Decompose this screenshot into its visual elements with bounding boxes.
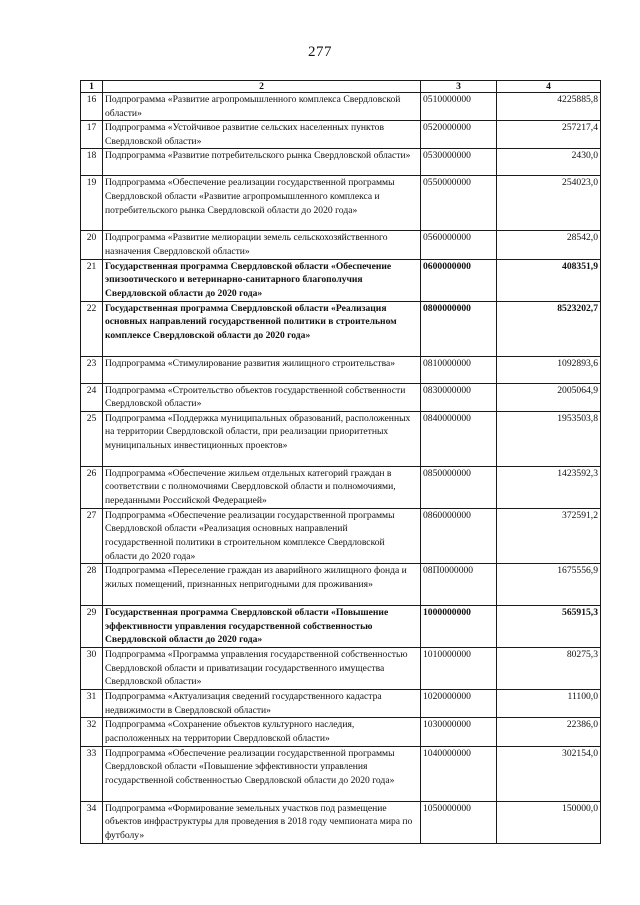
table-body — [81, 93, 601, 844]
table-row — [81, 718, 601, 746]
table-row — [81, 746, 601, 801]
table-row — [81, 606, 601, 648]
row-name: Подпрограмма «Формирование земельных участков под размещение объектов инфраструктуры для проведения в 2018 году чемпионата мира по футболу» — [103, 801, 421, 843]
row-amount: 2430,0 — [497, 149, 601, 176]
row-name: Подпрограмма «Обеспечение жильем отдельных категорий граждан в соответствии с полномочиями Свердловской области и полномочиями, переданными Российской Федерацией» — [103, 466, 421, 508]
row-code: 0530000000 — [421, 149, 497, 176]
row-amount: 150000,0 — [497, 801, 601, 843]
row-name: Подпрограмма «Развитие агропромышленного комплекса Свердловской области» — [103, 93, 421, 121]
row-name: Подпрограмма «Развитие мелиорации земель сельскохозяйственного назначения Свердловской области» — [103, 231, 421, 259]
row-name: Подпрограмма «Поддержка муниципальных образований, расположенных на территории Свердловской области, при реализации приоритетных муниципальных инвестиционных проектов» — [103, 411, 421, 466]
row-number: 27 — [81, 508, 103, 563]
table-row — [81, 508, 601, 563]
row-name: Подпрограмма «Строительство объектов государственной собственности Свердловской области» — [103, 383, 421, 411]
table-row — [81, 383, 601, 411]
row-code: 1040000000 — [421, 746, 497, 801]
row-number: 19 — [81, 176, 103, 231]
row-code: 1010000000 — [421, 648, 497, 690]
row-code: 0840000000 — [421, 411, 497, 466]
row-amount: 28542,0 — [497, 231, 601, 259]
row-code: 08П0000000 — [421, 564, 497, 606]
row-number: 25 — [81, 411, 103, 466]
row-number: 17 — [81, 121, 103, 149]
row-name: Государственная программа Свердловской области «Реализация основных направлений государственной политики в строительном комплексе Свердловской области до 2020 года» — [103, 301, 421, 356]
column-header-4: 4 — [497, 81, 601, 93]
row-amount: 2005064,9 — [497, 383, 601, 411]
row-number: 23 — [81, 356, 103, 383]
row-code: 1050000000 — [421, 801, 497, 843]
row-amount: 257217,4 — [497, 121, 601, 149]
row-amount: 22386,0 — [497, 718, 601, 746]
row-amount: 408351,9 — [497, 259, 601, 301]
row-amount: 80275,3 — [497, 648, 601, 690]
row-amount: 4225885,8 — [497, 93, 601, 121]
table-row — [81, 93, 601, 121]
row-number: 24 — [81, 383, 103, 411]
row-name: Подпрограмма «Актуализация сведений государственного кадастра недвижимости в Свердловской области» — [103, 690, 421, 718]
row-name: Подпрограмма «Сохранение объектов культурного наследия, расположенных на территории Свердловской области» — [103, 718, 421, 746]
row-number: 18 — [81, 149, 103, 176]
row-amount: 254023,0 — [497, 176, 601, 231]
row-amount: 565915,3 — [497, 606, 601, 648]
table-row — [81, 231, 601, 259]
row-number: 31 — [81, 690, 103, 718]
row-name: Подпрограмма «Обеспечение реализации государственной программы Свердловской области «Повышение эффективности управления государственной собственностью Свердловской области до 2020 года» — [103, 746, 421, 801]
table-row — [81, 466, 601, 508]
row-amount: 1423592,3 — [497, 466, 601, 508]
row-name: Государственная программа Свердловской области «Обеспечение эпизоотического и ветеринарно-санитарного благополучия Свердловской области до 2020 года» — [103, 259, 421, 301]
table-row — [81, 301, 601, 356]
row-name: Подпрограмма «Обеспечение реализации государственной программы Свердловской области «Развитие агропромышленного комплекса и потребительского рынка Свердловской области до 2020 года» — [103, 176, 421, 231]
row-name: Подпрограмма «Стимулирование развития жилищного строительства» — [103, 356, 421, 383]
table-row — [81, 801, 601, 843]
table-row — [81, 121, 601, 149]
row-name: Подпрограмма «Устойчивое развитие сельских населенных пунктов Свердловской области» — [103, 121, 421, 149]
table-row — [81, 259, 601, 301]
row-number: 28 — [81, 564, 103, 606]
row-number: 33 — [81, 746, 103, 801]
column-header-2: 2 — [103, 81, 421, 93]
row-code: 0520000000 — [421, 121, 497, 149]
row-amount: 372591,2 — [497, 508, 601, 563]
row-number: 34 — [81, 801, 103, 843]
row-code: 0560000000 — [421, 231, 497, 259]
table-header-row — [81, 81, 601, 93]
table-row — [81, 411, 601, 466]
row-amount: 302154,0 — [497, 746, 601, 801]
table-row — [81, 564, 601, 606]
budget-table — [80, 80, 601, 844]
row-code: 0600000000 — [421, 259, 497, 301]
table-row — [81, 176, 601, 231]
row-code: 0860000000 — [421, 508, 497, 563]
row-code: 0850000000 — [421, 466, 497, 508]
row-amount: 8523202,7 — [497, 301, 601, 356]
row-number: 20 — [81, 231, 103, 259]
row-amount: 1092893,6 — [497, 356, 601, 383]
row-number: 29 — [81, 606, 103, 648]
row-number: 16 — [81, 93, 103, 121]
row-code: 1030000000 — [421, 718, 497, 746]
table-row — [81, 648, 601, 690]
row-name: Подпрограмма «Развитие потребительского рынка Свердловской области» — [103, 149, 421, 176]
row-amount: 1953503,8 — [497, 411, 601, 466]
row-name: Подпрограмма «Переселение граждан из аварийного жилищного фонда и жилых помещений, признанных непригодными для проживания» — [103, 564, 421, 606]
row-amount: 1675556,9 — [497, 564, 601, 606]
page-number: 277 — [308, 44, 332, 60]
row-amount: 11100,0 — [497, 690, 601, 718]
row-name: Подпрограмма «Программа управления государственной собственностью Свердловской области и приватизации государственного имущества Свердловской области» — [103, 648, 421, 690]
row-number: 21 — [81, 259, 103, 301]
column-header-3: 3 — [421, 81, 497, 93]
row-number: 22 — [81, 301, 103, 356]
column-header-1: 1 — [81, 81, 103, 93]
row-number: 30 — [81, 648, 103, 690]
row-code: 0550000000 — [421, 176, 497, 231]
row-code: 1020000000 — [421, 690, 497, 718]
row-code: 0830000000 — [421, 383, 497, 411]
row-code: 1000000000 — [421, 606, 497, 648]
row-name: Подпрограмма «Обеспечение реализации государственной программы Свердловской области «Реализация основных направлений государственной политики в строительном комплексе Свердловской области до 2020 года» — [103, 508, 421, 563]
row-name: Государственная программа Свердловской области «Повышение эффективности управления государственной собственностью Свердловской области до 2020 года» — [103, 606, 421, 648]
table-row — [81, 690, 601, 718]
table-row — [81, 149, 601, 176]
row-code: 0510000000 — [421, 93, 497, 121]
row-number: 26 — [81, 466, 103, 508]
table-row — [81, 356, 601, 383]
row-code: 0810000000 — [421, 356, 497, 383]
row-code: 0800000000 — [421, 301, 497, 356]
row-number: 32 — [81, 718, 103, 746]
